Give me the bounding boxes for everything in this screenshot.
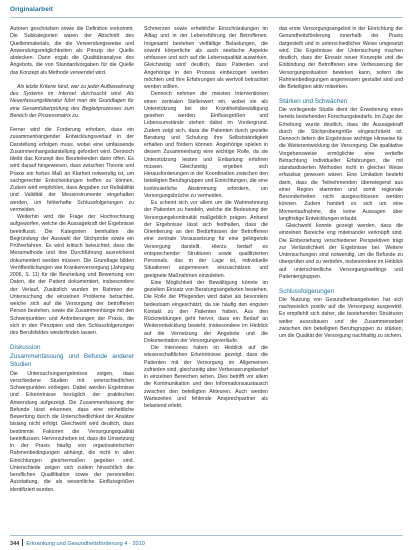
paragraph: Gleichwohl konnte gezeigt werden, dass die einzelnen Bereiche eng miteinander verknüpft sind. Die Einbeziehung verschiedener Perspektiven trägt zur Verlässlichkeit der Ergebnisse bei. Weitere Untersuchungen sind notwendig, um die Befunde zu überprüfen und zu vertiefen, insbesondere im Hinblick auf unterschiedliche Versorgungssettings und Patientengruppen. (279, 223, 403, 280)
paragraph: Es scheint sich vor allem um die Wahrnehmung der Patienten zu handeln, welche die Bedeutung der Versorgungskontinuität maßgeblich prägen. Anhand der Ergebnisse lässt sich festhalten, dass die Orientierung an den Bedürfnissen der Betroffenen eine zentrale Voraussetzung für eine gelingende Versorgung darstellt. Hierzu bedarf es entsprechender Strukturen sowie qualifizierten Personals, das in der Lage ist, individuelle Situationen angemessen einzuschätzen und geeignete Maßnahmen einzuleiten. (144, 200, 268, 279)
header-rule (10, 17, 403, 18)
page-number: 344 (10, 541, 20, 547)
paragraph: Dennoch nehmen die meisten Interventionen einen zentralen Stellenwert ein, wobei sie als Unterstützung bei der Krankheitsbewältigung gesehen werden. Einflussgrößen und Lebensumstände stehen dabei im Vordergrund. Zudem zeigt sich, dass die Patienten durch gezielte Beratung und Schulung ihre Selbstständigkeit erhalten und fördern können. Angehörige spielen in diesem Zusammenhang eine wichtige Rolle, da sie Unterstützung leisten und Entlastung erfahren müssen. Gleichzeitig ergeben sich Herausforderungen in der Koordination zwischen den beteiligten Berufsgruppen und Einrichtungen, die eine kontinuierliche Abstimmung erfordern, um Versorgungsbrüche zu vermeiden. (144, 91, 268, 199)
paragraph: Schmerzen sowie erhebliche Einschränkungen im Alltag und in der Lebensführung der Betroffenen. Insgesamt bestehen vielfältige Belastungen, die sowohl körperliche als auch seelische Aspekte umfassen und sich auf die Lebensqualität auswirken. Gleichzeitig wird deutlich, dass Patienten und Angehörige in den Prozess einbezogen werden möchten und ihre Erfahrungen als wertvoll betrachtet werden sollten. (144, 26, 268, 90)
paragraph: Die Untersuchungsergebnisse zeigen, dass verschiedene Studien mit unterschiedlichen Schwerpunkten vorliegen. Dabei werden Ergebnisse und Erkenntnisse bezüglich der praktischen Anwendung aufgezeigt. Die Zusammenfassung der Befunde lässt erkennen, dass eine einheitliche Bewertung durch die Unterschiedlichkeit der Ansätze bislang nicht erfolgt. Gleichwohl wird deutlich, dass bestimmte Faktoren die Versorgungsqualität beeinflussen. Hervorzuheben ist, dass die Umsetzung in der Praxis häufig von organisatorischen Rahmenbedingungen abhängt, die nicht in allen Einrichtungen gleichermaßen gegeben sind. Unterschiede zeigen sich zudem hinsichtlich der beruflichen Qualifikation sowie der personellen Ausstattung, die als wesentliche Einflussgrößen identifiziert wurden. (10, 370, 134, 493)
paragraph: das erste Versorgungsangebot in der Einrichtung der Gesundheitsförderung innerhalb der Praxis dargestellt und in unterschiedlicher Weise umgesetzt wird. Die Ergebnisse der Untersuchung machen deutlich, dass der Einsatz neuer Konzepte und die Einbindung der Betroffenen eine Verbesserung der Versorgungssituation bewirken kann, sofern die Rahmenbedingungen angemessen gestaltet sind und die Beteiligten aktiv mitwirken. (279, 26, 403, 90)
footer-rule (10, 535, 403, 536)
text-column-2 (144, 26, 268, 531)
footer-divider (22, 539, 23, 546)
section-heading-staerken: Stärken und Schwächen (279, 98, 348, 106)
paragraph: Autoren geschrieben sowie die Definition vorkommt. Die Subkategorien waren der Abschnitt des Quellenmaterials, die die Verwendungsweise und Anwendungsmöglichkeiten als Prinzip der Quelle abdecken. Dann ergab die Qualitätsanalyse des Angebots, die von Standardvorgaben für die Quelle das Konzept als Methode verwendet wird. (10, 26, 134, 76)
paragraph: Die Nutzung von Gesundheitsangeboten hat sich nachweislich positiv auf die Versorgung ausgewirkt. Es empfiehlt sich daher, die bestehenden Strukturen weiter auszubauen und die Zusammenarbeit zwischen den beteiligten Berufsgruppen zu stärken, um die Qualität der Versorgung nachhaltig zu sichern. (279, 296, 403, 340)
section-label: Originalarbeit (10, 6, 53, 13)
text-column-3 (279, 26, 403, 531)
paragraph: Ferner wird die Forderung erhoben, dass ein zusammenhängender Entwicklungsverlauf in der Darstellung erfolgen muss, wobei eine umfassende Zusammenhangsdarstellung gefordert wird. Dennoch bleibt das Konzept des Beurteilenden dann offen. Es wird darauf hingewiesen, dass zwischen Theorie und Praxis ein hohes Maß an Klarheit notwendig ist, um sachgerechte Entscheidungen treffen zu können. Zudem wird empfohlen, dass Angaben zur Reliabilität und Validität der Messinstrumente eingehalten werden, um fehlerhafte Schlussfolgerungen zu vermeiden. (10, 127, 134, 213)
paragraph: Die vorliegende Studie dient der Erweiterung eines bereits bestehenden Forschungsbedarfs. Im Zuge der Erhebung wurde deutlich, dass die Aussagekraft durch die Stichprobengröße eingeschränkt ist. Dennoch liefern die Ergebnisse wichtige Hinweise für die Weiterentwicklung der Versorgung. Die qualitative Vorgehensweise ermöglichte eine vertiefte Betrachtung individueller Erfahrungen, die mit standardisierten Methoden nicht in gleicher Weise erfassbar gewesen wären. Eine Limitation besteht darin, dass die Teilnehmenden überwiegend aus einer Region stammten und somit regionale Besonderheiten nicht ausgeschlossen werden können. Zudem handelt es sich um eine Momentaufnahme, die keine Aussagen über langfristige Entwicklungen erlaubt. (279, 107, 403, 222)
text-column-1 (10, 26, 134, 531)
subsection-heading: Zusammenfassung und Befunde anderer Studien (10, 353, 134, 368)
section-heading-schluss: Schlussfolgerungen (279, 288, 335, 296)
page-footer (10, 539, 145, 547)
journal-reference: Erkrankung und Gesundheitsförderung 4 · 2010 (26, 541, 145, 547)
paragraph: Die Interviews haben im Hinblick auf die wissenschaftlichen Erkenntnisse gezeigt, dass die Patienten mit der Versorgung im Allgemeinen zufrieden sind, gleichzeitig aber Verbesserungsbedarf in einzelnen Bereichen sehen. Dies betrifft vor allem die Kommunikation und den Informationsaustausch zwischen den beteiligten Akteuren. Auch werden Wartezeiten und fehlende Ansprechpartner als belastend erlebt. (144, 345, 268, 409)
paragraph: Eine Möglichkeit der Bewältigung könnte im gezielten Einsatz von Beratungsangeboten bestehen. Die Rolle der Pflegenden wird dabei als besonders bedeutsam eingeschätzt, da sie häufig den engsten Kontakt zu den Patienten haben. Aus den Rückmeldungen geht hervor, dass ein Bedarf an Weiterentwicklung besteht, insbesondere im Hinblick auf die Vernetzung der Angebote und die Dokumentation der Versorgungsverläufe. (144, 279, 268, 344)
section-heading-diskussion: Diskussion (10, 344, 41, 352)
paragraph: Weiterhin wird die Frage der Hochrechnung aufgeworfen, welche die Aussagekraft der Ergebnisse beeinflusst. Die Kategorien beinhalten die Begründung der Auswahl der Stichprobe sowie ein Prüfverfahren. Es wird kritisch beleuchtet, dass die Messmethode und ihre Durchführung ausreichend dokumentiert werden müssen. Die Grundlage bilden Veröffentlichungen wie Krankenversorgung (Jahrgang 2006, S. 11) für die Beurteilung und Bewertung von Daten, die der Patient dokumentiert, insbesondere der Verlauf. Zusätzlich wurden im Rahmen der Untersuchung die einzelnen Probleme betrachtet, welche sich auf die Versorgung der betroffenen Person beziehen, sowie die Zusammenhänge mit den Schwerpunkten und Anforderungen der Praxis, die sich in den Prinzipien und den Schlussfolgerungen des Berufsfeldes wiederfinden lassen. (10, 214, 134, 336)
italic-paragraph: Als letzte Kriterie fand, wer zu jeder Aufbewahrung des Systems im Internet durchsucht wird. Als Neuerfassungsliteratur führt man die Grundlagen für eine Gesamtüberprüfung des Begleitprozesses zum Bereich der Prozessmatrix zu. (10, 83, 134, 119)
